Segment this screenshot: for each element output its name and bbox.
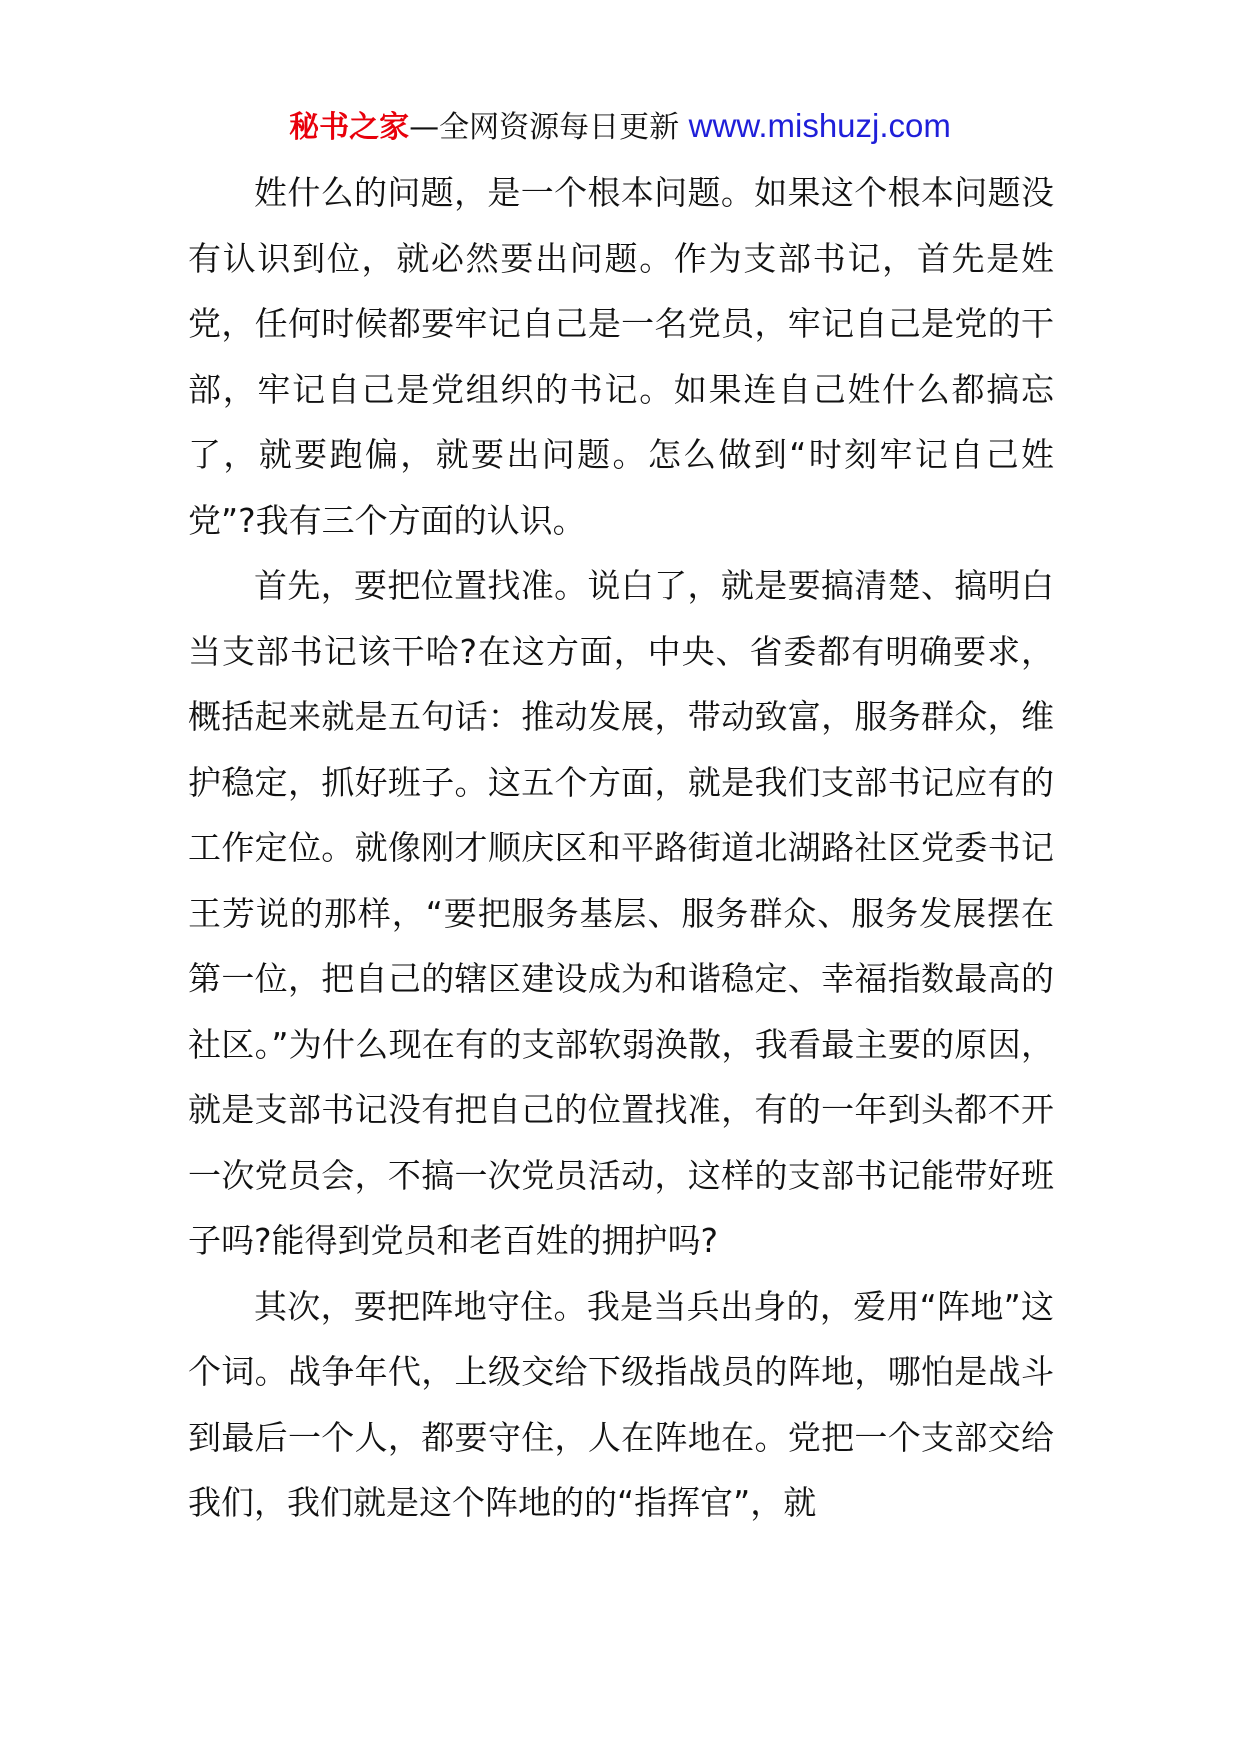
site-url-link[interactable]: www.mishuzj.com bbox=[688, 107, 951, 144]
document-body bbox=[188, 160, 1054, 1536]
paragraph: 姓什么的问题，是一个根本问题。如果这个根本问题没有认识到位，就必然要出问题。作为支部书记，首先是姓党，任何时候都要牢记自己是一名党员，牢记自己是党的干部，牢记自己是党组织的书记。如果连自己姓什么都搞忘了，就要跑偏，就要出问题。怎么做到“时刻牢记自己姓党”?我有三个方面的认识。 bbox=[188, 173, 1054, 540]
brand-name: 秘书之家 bbox=[289, 110, 410, 145]
header-tagline: —全网资源每日更新 bbox=[409, 110, 680, 145]
paragraph: 其次，要把阵地守住。我是当兵出身的，爱用“阵地”这个词。战争年代，上级交给下级指战员的阵地，哪怕是战斗到最后一个人，都要守住，人在阵地在。党把一个支部交给我们，我们就是这个阵地的的“指挥官”，就 bbox=[188, 1286, 1054, 1522]
page-header bbox=[0, 96, 1240, 158]
paragraph: 首先，要把位置找准。说白了，就是要搞清楚、搞明白当支部书记该干哈?在这方面，中央、省委都有明确要求，概括起来就是五句话：推动发展，带动致富，服务群众，维护稳定，抓好班子。这五个方面，就是我们支部书记应有的工作定位。就像刚才顺庆区和平路街道北湖路社区党委书记王芳说的那样，“要把服务基层、服务群众、服务发展摆在第一位，把自己的辖区建设成为和谐稳定、幸福指数最高的社区。”为什么现在有的支部软弱涣散，我看最主要的原因，就是支部书记没有把自己的位置找准，有的一年到头都不开一次党员会，不搞一次党员活动，这样的支部书记能带好班子吗?能得到党员和老百姓的拥护吗? bbox=[188, 566, 1054, 1260]
